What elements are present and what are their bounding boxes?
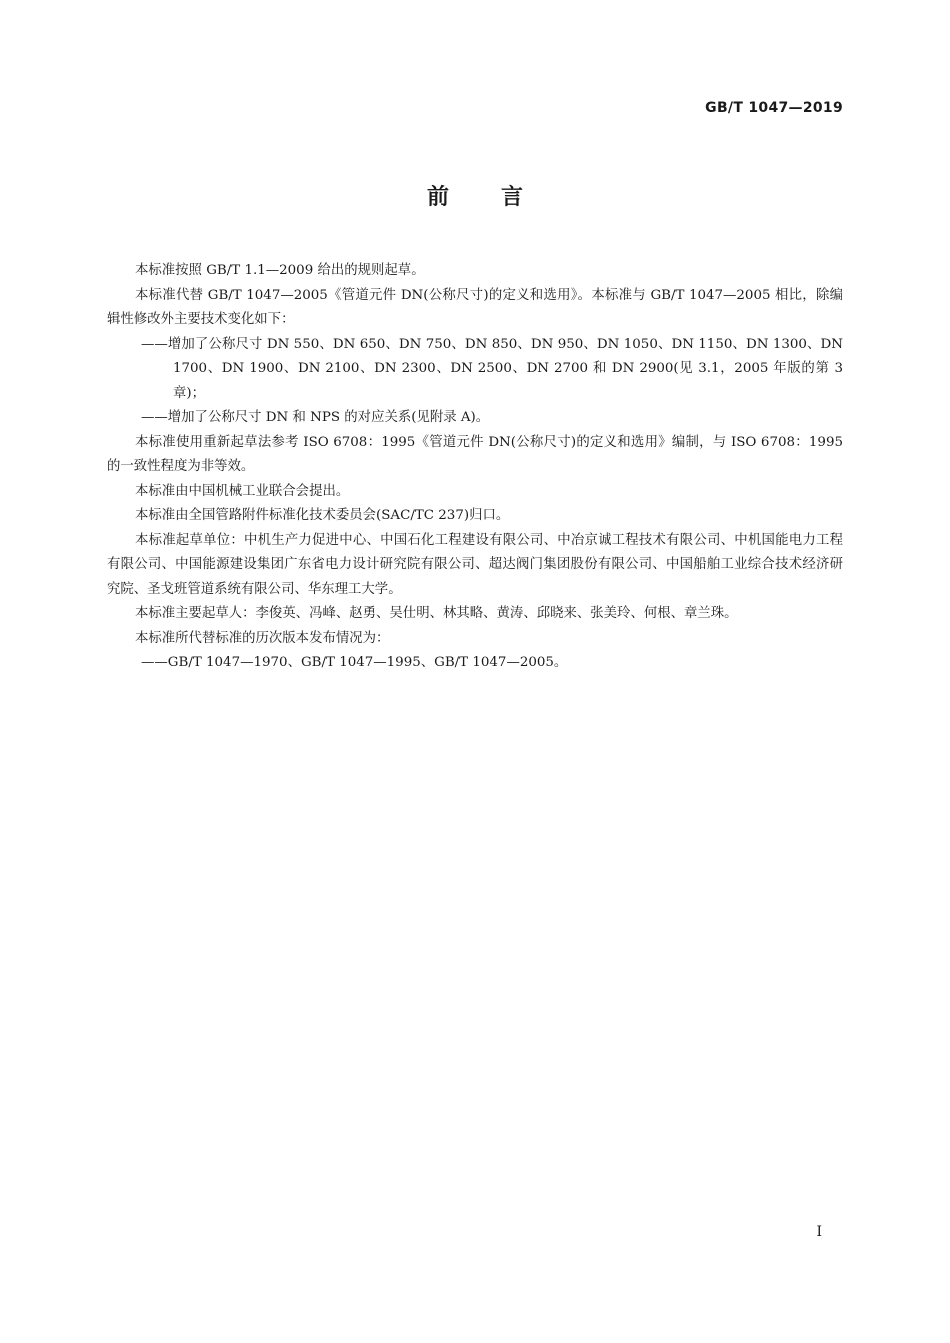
paragraph-drafting-units: 本标准起草单位：中机生产力促进中心、中国石化工程建设有限公司、中冶京诚工程技术有限公司、中机国能电力工程有限公司、中国能源建设集团广东省电力设计研究院有限公司、超达阀门集团股份有限公司、中国船舶工业综合技术经济研究院、圣戈班管道系统有限公司、华东理工大学。 [107, 532, 843, 597]
history-item-versions: ——GB/T 1047—1970、GB/T 1047—1995、GB/T 1047—2005。 [141, 655, 568, 670]
paragraph-drafters: 本标准主要起草人：李俊英、冯峰、赵勇、吴仕明、林其略、黄涛、邱晓来、张美玲、何根、章兰珠。 [135, 606, 738, 621]
paragraph-replacement: 本标准代替 GB/T 1047—2005《管道元件 DN(公称尺寸)的定义和选用》。本标准与 GB/T 1047—2005 相比，除编辑性修改外主要技术变化如下： [107, 287, 843, 327]
paragraph-drafting-rule: 本标准按照 GB/T 1.1—2009 给出的规则起草。 [135, 263, 425, 278]
paragraph-proposer: 本标准由中国机械工业联合会提出。 [135, 483, 350, 499]
paragraph-history: 本标准所代替标准的历次版本发布情况为： [135, 630, 390, 646]
page-number: I [816, 1224, 822, 1240]
paragraph-iso-reference: 本标准使用重新起草法参考 ISO 6708：1995《管道元件 DN(公称尺寸)的定义和选用》编制，与 ISO 6708：1995 的一致性程度为非等效。 [107, 434, 843, 474]
document-body [107, 259, 843, 676]
change-item-dn-sizes: ——增加了公称尺寸 DN 550、DN 650、DN 750、DN 850、DN 950、DN 1050、DN 1150、DN 1300、DN 1700、DN 1900、DN 2100、DN 2300、DN 2500、DN 2700 和 DN 2900(见 3.1，2005 年版的第 3 章)； [141, 336, 843, 401]
standard-code: GB/T 1047—2019 [705, 100, 843, 116]
page-title: 前言 [426, 185, 575, 210]
paragraph-committee: 本标准由全国管路附件标准化技术委员会(SAC/TC 237)归口。 [135, 508, 510, 523]
change-item-nps: ——增加了公称尺寸 DN 和 NPS 的对应关系(见附录 A)。 [141, 410, 490, 425]
